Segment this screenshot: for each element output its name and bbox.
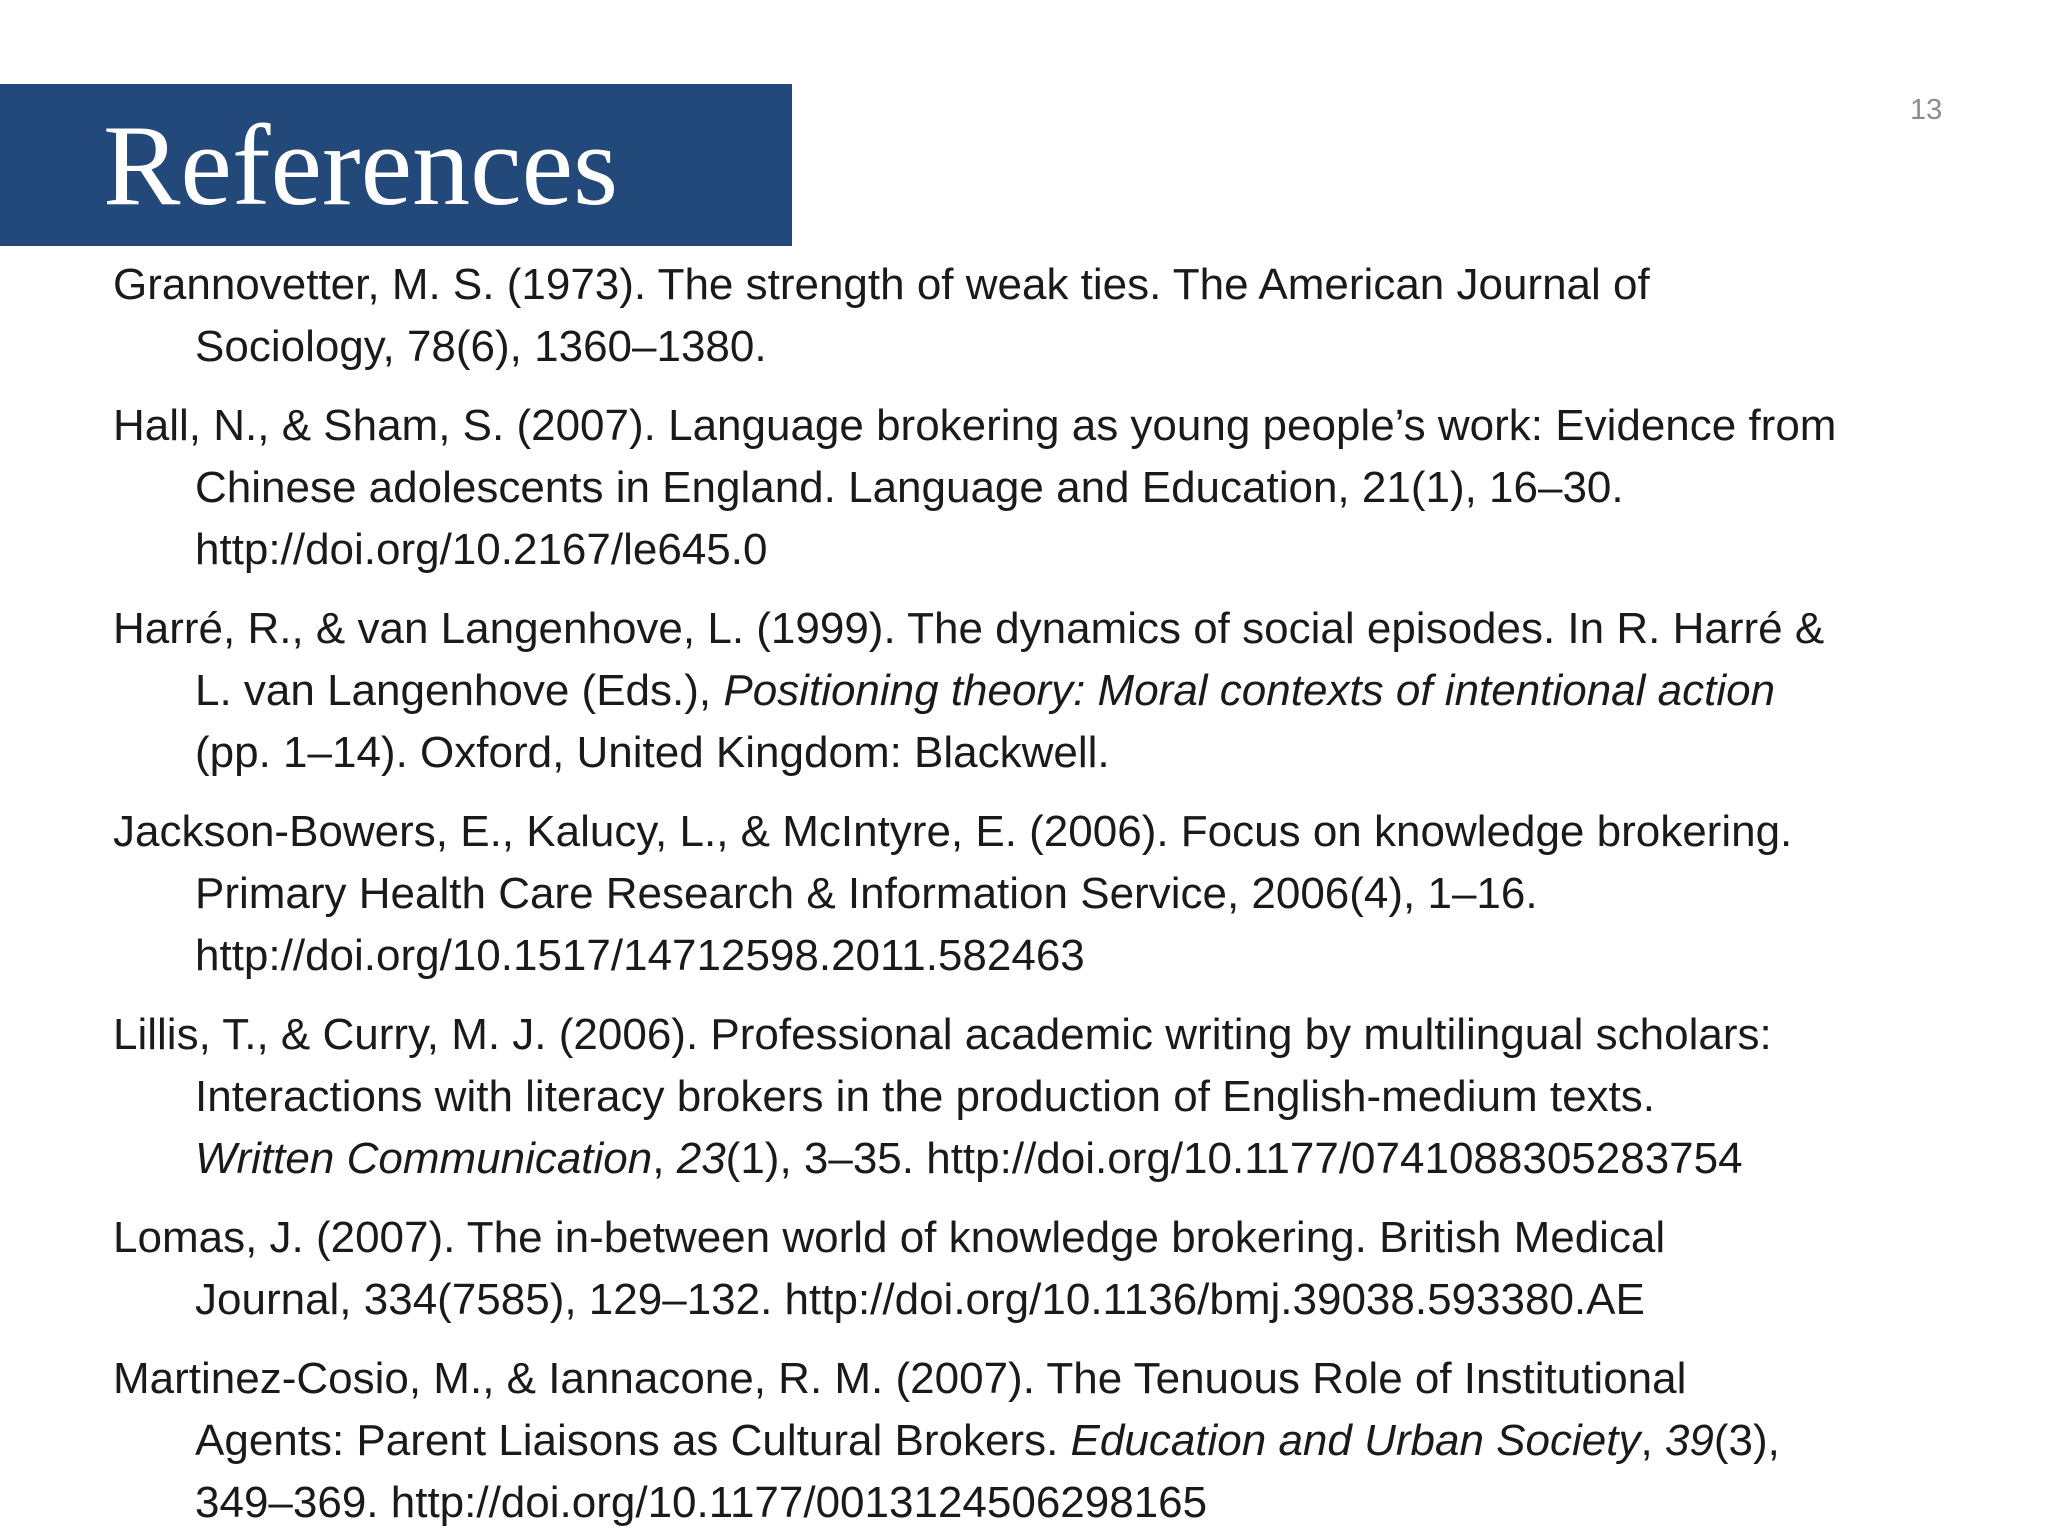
reference-text: , [652, 1134, 677, 1183]
reference-jackson-bowers [113, 801, 1943, 987]
reference-text: , [1640, 1416, 1665, 1465]
reference-text: (pp. 1–14). Oxford, United Kingdom: Blackwell. [195, 728, 1110, 777]
reference-journal-title: Education and Urban Society [1070, 1416, 1641, 1465]
reference-journal-title: Written Communication [195, 1134, 653, 1183]
slide-title: References [103, 102, 619, 230]
reference-grannovetter [113, 254, 1943, 378]
reference-volume: 23 [676, 1134, 726, 1183]
reference-text: (3), 349–369. http://doi.org/10.1177/0013124506298165 [195, 1416, 1780, 1527]
reference-lillis-curry [113, 1004, 1943, 1190]
reference-list [113, 254, 1943, 1534]
reference-text: Grannovetter, M. S. (1973). The strength of weak ties. The American Journal of Sociology, 78(6), 1360–1380. [113, 260, 1650, 371]
reference-text: Lomas, J. (2007). The in-between world of knowledge brokering. British Medical Journal, 334(7585), 129–132. http://doi.org/10.1136/bmj.39038.593380.AE [113, 1213, 1666, 1324]
reference-hall-sham [113, 395, 1943, 581]
reference-text: Harré, R., & van Langenhove, L. (1999). The dynamics of social episodes. In R. Harré & L. van Langenhove (Eds.), [113, 604, 1825, 715]
reference-text: Lillis, T., & Curry, M. J. (2006). Professional academic writing by multilingual scholars: Interactions with literacy brokers in the production of English-medium texts. [113, 1010, 1772, 1121]
reference-text: Jackson-Bowers, E., Kalucy, L., & McIntyre, E. (2006). Focus on knowledge brokering. Primary Health Care Research & Information Service, 2006(4), 1–16. http://doi.org/10.1517/14712598.2011.582463 [113, 807, 1793, 980]
reference-volume: 39 [1664, 1416, 1714, 1465]
reference-harre-van-langenhove [113, 598, 1943, 784]
reference-text: Hall, N., & Sham, S. (2007). Language brokering as young people’s work: Evidence from Chinese adolescents in England. Language and Education, 21(1), 16–30. http://doi.org/10.2167/le645.0 [113, 401, 1837, 574]
reference-lomas [113, 1207, 1943, 1331]
reference-martinez-cosio [113, 1348, 1943, 1534]
page-number: 13 [1910, 94, 1943, 126]
reference-text: Martinez-Cosio, M., & Iannacone, R. M. (2007). The Tenuous Role of Institutional Agents: Parent Liaisons as Cultural Brokers. [113, 1354, 1687, 1465]
reference-text: (1), 3–35. http://doi.org/10.1177/0741088305283754 [725, 1134, 1743, 1183]
reference-book-title: Positioning theory: Moral contexts of intentional action [723, 666, 1776, 715]
